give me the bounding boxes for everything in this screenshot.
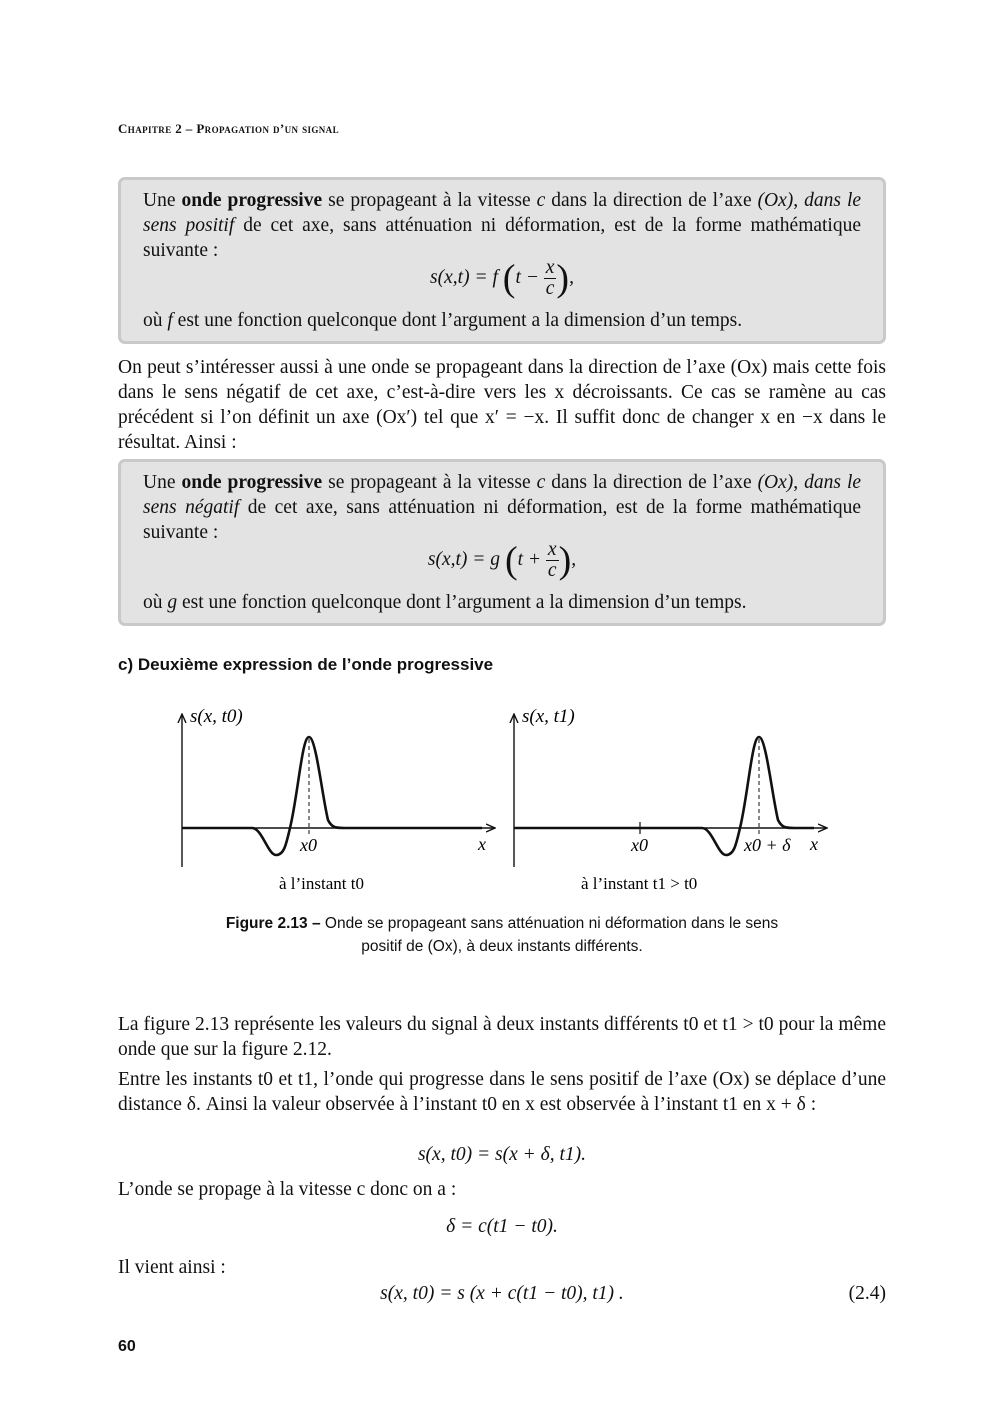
paragraph-negative-direction: On peut s’intéresser aussi à une onde se propageant dans la direction de l’axe (Ox) mais cette fois dans le sens négatif de cet axe, c’est-à-dire vers les x décroissants. Ce cas se ramène au cas précédent si l’on définit un axe (Ox′) tel que x′ = −x. Il suffit donc de changer x en −x dans le résultat. Ainsi : (118, 357, 886, 453)
var-c: c (536, 472, 546, 493)
page-number: 60 (118, 1338, 136, 1355)
axis-ox: (Ox) (757, 190, 794, 211)
bold-term: onde progressive (181, 190, 323, 211)
text: , (571, 548, 577, 570)
equation-2-4: s(x, t0) = s (x + c(t1 − t0), t1) . (380, 1283, 624, 1304)
text: dans la direction de l’axe (551, 472, 752, 493)
fraction (546, 540, 559, 581)
formula-negative (143, 540, 861, 590)
formula-positive (143, 258, 861, 308)
text: de cet axe, sans atténuation ni déformation, est de la forme mathématique suivante : (143, 215, 862, 261)
fraction (544, 258, 557, 299)
text: , (793, 472, 799, 493)
y-label-left: s(x, t0) (190, 706, 243, 727)
running-header: Chapitre 2 – Propagation d’un signal (118, 121, 339, 136)
var-f: f (167, 310, 173, 331)
text: dans la direction de l’axe (551, 190, 752, 211)
pulse-curve-left (182, 737, 482, 855)
var-g: g (167, 592, 178, 613)
plot-right (514, 706, 826, 893)
text: , (569, 266, 574, 288)
text: Une (143, 472, 176, 493)
definition-footnote (143, 590, 861, 615)
figure-caption (118, 912, 886, 958)
x-label-right: x (810, 834, 818, 854)
paragraph-displacement: Entre les instants t0 et t1, l’onde qui progresse dans le sens positif de l’axe (Ox) se déplace d’une distance δ. Ainsi la valeur observée à l’instant t0 en x est observée à l’instant t1 en x + δ : (118, 1069, 886, 1115)
plot-left (182, 706, 494, 893)
text: Une (143, 190, 176, 211)
equation-shift: s(x, t0) = s(x + δ, t1). (417, 1144, 587, 1165)
text: où (143, 310, 163, 331)
definition-text (143, 470, 861, 545)
text: se propageant à la vitesse (328, 472, 531, 493)
y-label-right: s(x, t1) (522, 706, 575, 727)
text: se propageant à la vitesse (328, 190, 531, 211)
definition-box-positive (118, 177, 886, 344)
fraction-num: x (547, 539, 557, 560)
fraction-num: x (545, 257, 555, 278)
x0-label-left: x0 (300, 835, 317, 855)
section-heading: c) Deuxième expression de l’onde progressive (118, 655, 494, 674)
x0-delta-label: x0 + δ (744, 835, 791, 855)
definition-box-negative (118, 459, 886, 626)
definition-text (143, 188, 861, 263)
formula-t: t + (517, 548, 542, 570)
text: de cet axe, sans atténuation ni déformation, est de la forme mathématique suivante : (143, 497, 861, 543)
figure-2-13 (160, 695, 850, 905)
caption-label: Figure 2.13 (225, 915, 308, 932)
paragraph-figure-description: La figure 2.13 représente les valeurs du signal à deux instants différents t0 et t1 > t0 pour la même onde que sur la figure 2.12. (118, 1014, 886, 1060)
caption-dash: – (311, 915, 321, 932)
fraction-den: c (547, 560, 557, 581)
close-paren: ) (556, 257, 570, 300)
paragraph-velocity: L’onde se propage à la vitesse c donc on a : (118, 1179, 457, 1200)
italic-term: dans le sens positif (143, 190, 862, 236)
paragraph-therefore: Il vient ainsi : (118, 1257, 226, 1278)
axis-ox: (Ox) (757, 472, 794, 493)
text: où (143, 592, 163, 613)
caption-right: à l’instant t1 > t0 (581, 874, 698, 893)
caption-text-2: positif de (Ox), à deux instants différents. (361, 938, 643, 955)
close-paren: ) (558, 539, 572, 582)
open-paren: ( (502, 257, 516, 300)
x0-label-right: x0 (631, 835, 648, 855)
equation-number: (2.4) (848, 1283, 886, 1304)
caption-text-1: Onde se propageant sans atténuation ni déformation dans le sens (324, 915, 779, 932)
text: est une fonction quelconque dont l’argument a la dimension d’un temps. (177, 310, 743, 331)
caption-left: à l’instant t0 (279, 874, 364, 893)
caption-line-1 (118, 912, 886, 935)
formula-t: t − (515, 266, 539, 288)
bold-term: onde progressive (181, 472, 323, 493)
open-paren: ( (504, 539, 518, 582)
formula-lhs: s(x,t) = g (427, 548, 501, 570)
equation-delta: δ = c(t1 − t0). (446, 1216, 558, 1237)
formula-lhs: s(x,t) = f (430, 266, 498, 288)
var-c: c (536, 190, 546, 211)
text: , (793, 190, 799, 211)
definition-footnote (143, 308, 861, 333)
x-label-left: x (478, 834, 486, 854)
text: est une fonction quelconque dont l’argument a la dimension d’un temps. (182, 592, 747, 613)
italic-term: dans le sens négatif (143, 472, 862, 518)
fraction-den: c (545, 278, 555, 299)
